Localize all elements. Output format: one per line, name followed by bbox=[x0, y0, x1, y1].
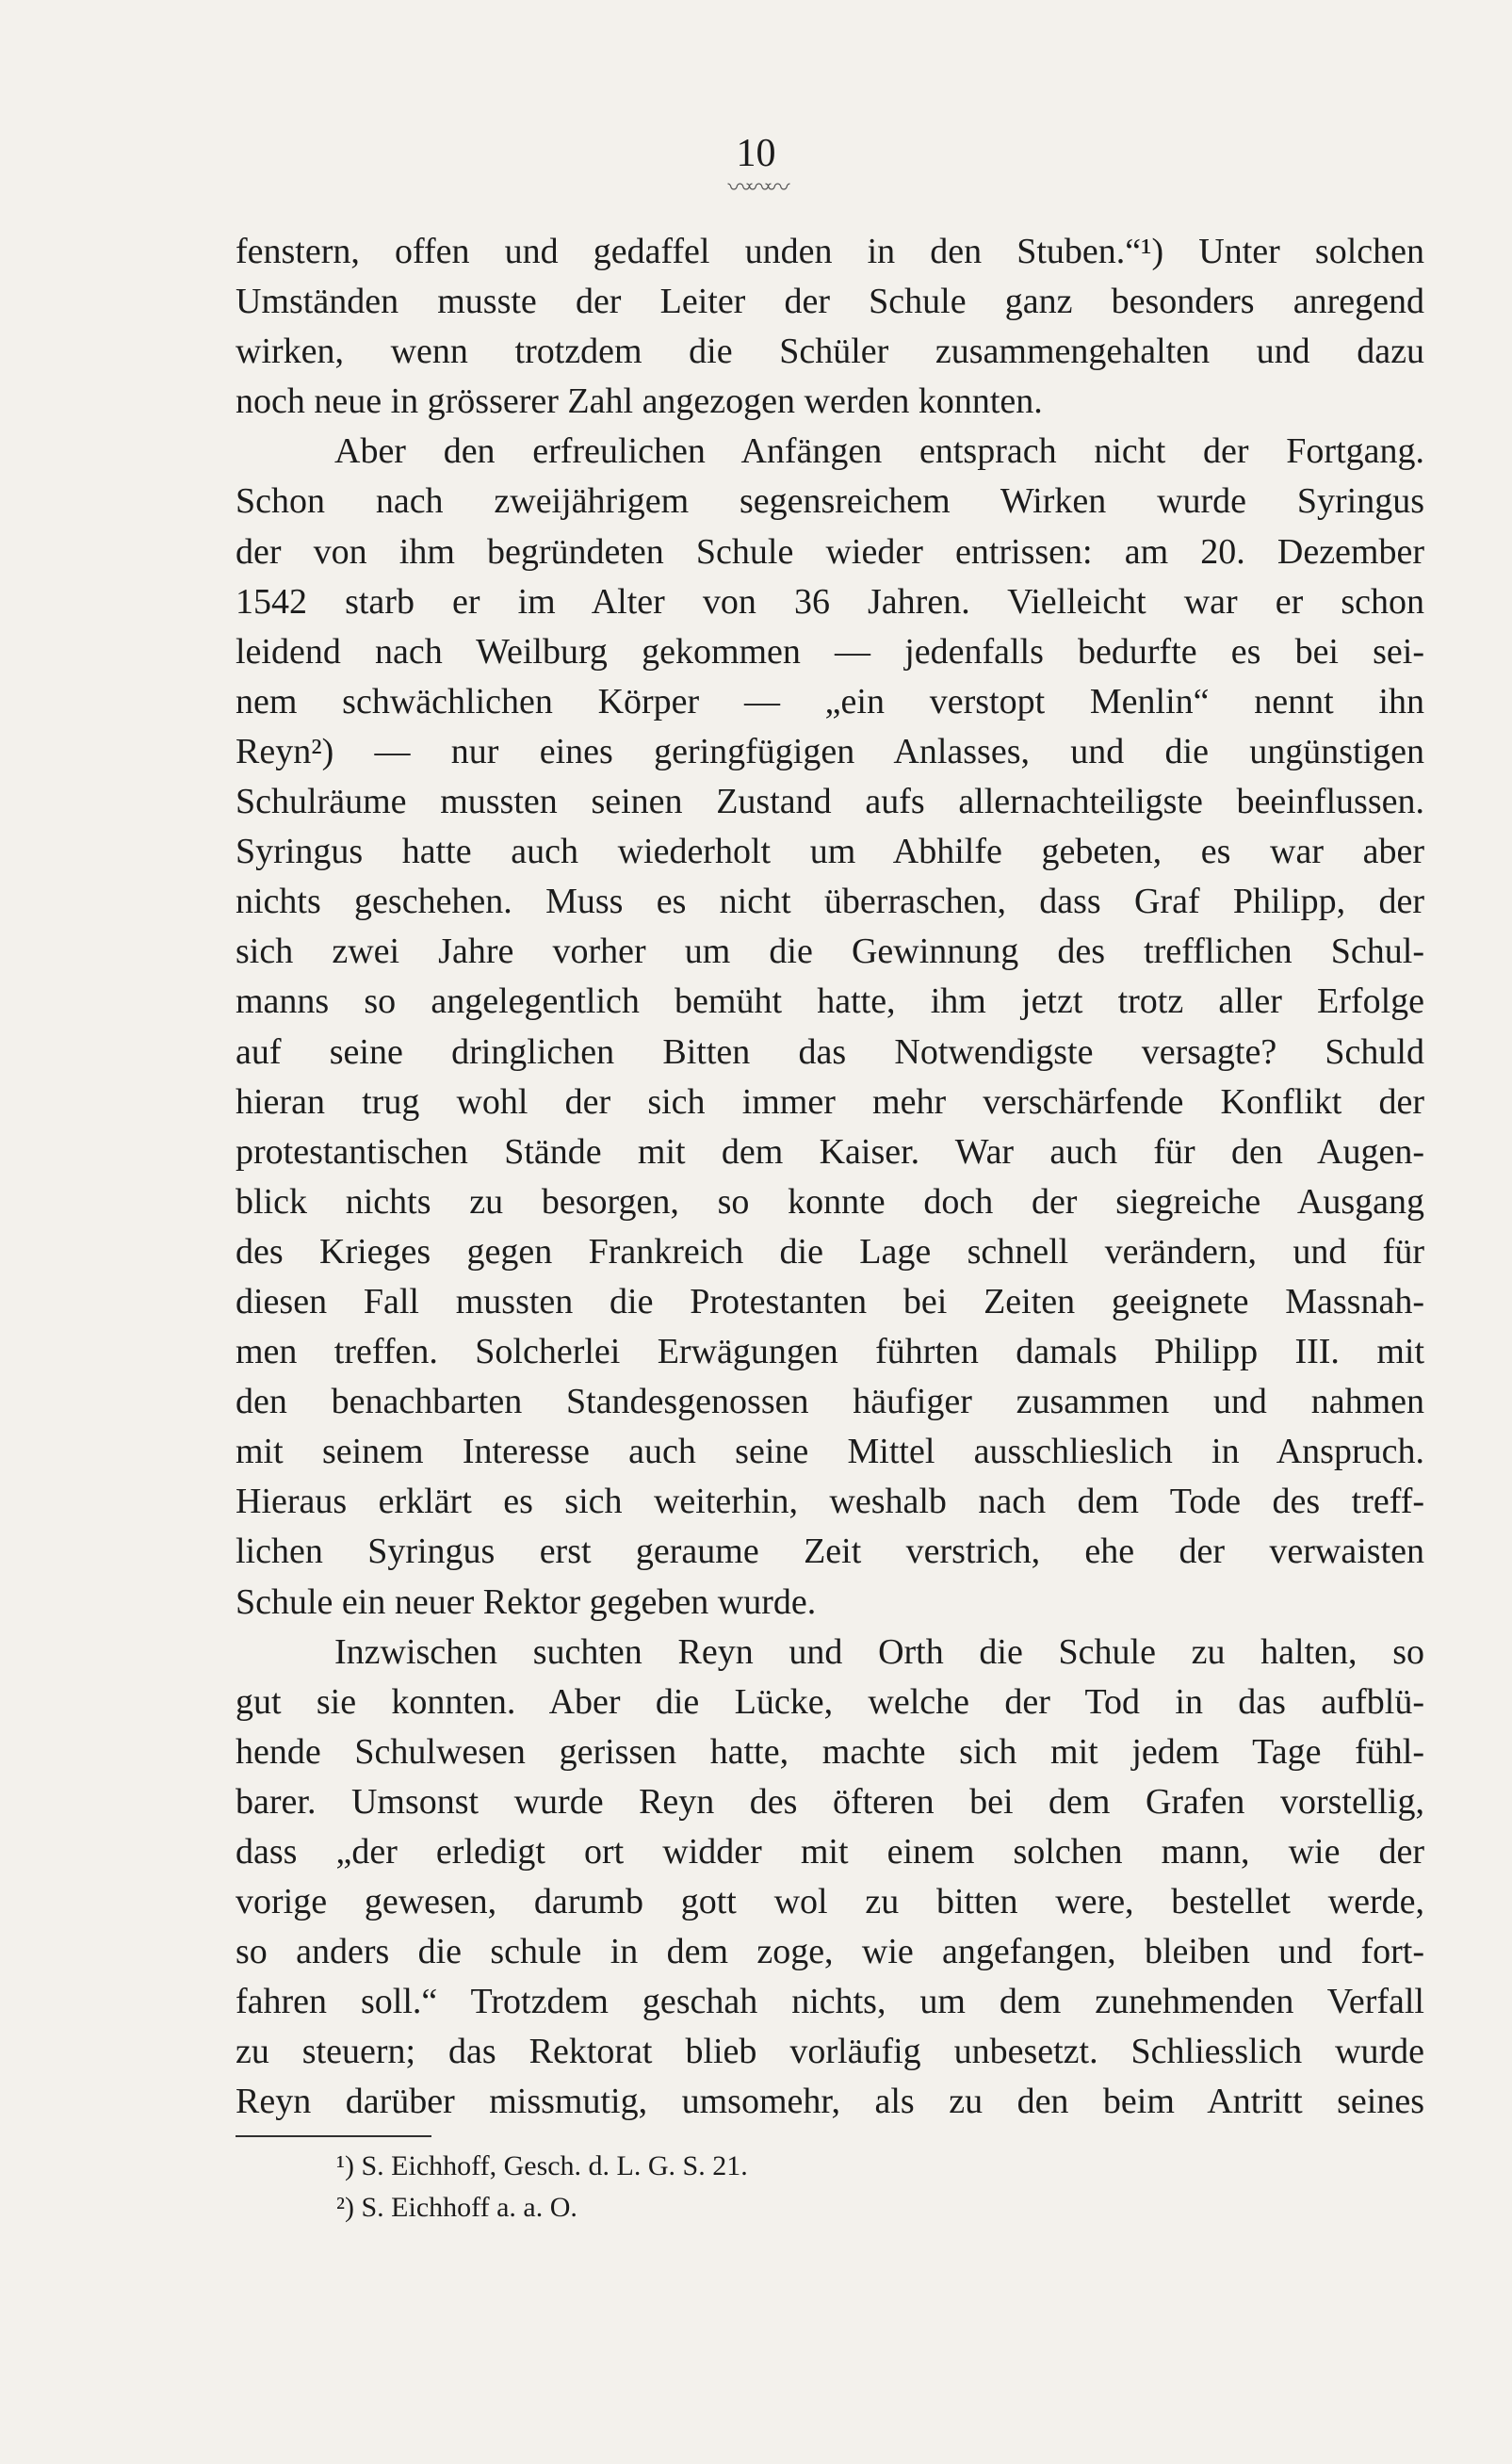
text-line: Schule ein neuer Rektor gegeben wurde. bbox=[236, 1581, 817, 1622]
text-line: 1542 starb er im Alter von 36 Jahren. Vielleicht war er schon bbox=[236, 581, 1424, 622]
text-line: Schon nach zweijährigem segensreichem Wirken wurde Syringus bbox=[236, 481, 1424, 522]
text-line: Reyn²) — nur eines geringfügigen Anlasses, und die ungünstigen bbox=[236, 731, 1424, 771]
text-line: Reyn darüber missmutig, umsomehr, als zu den beim Antritt seines bbox=[236, 2082, 1424, 2122]
text-line: wirken, wenn trotzdem die Schüler zusammengehalten und dazu bbox=[236, 332, 1424, 372]
text-line: mit seinem Interesse auch seine Mittel ausschlieslich in Anspruch. bbox=[236, 1432, 1424, 1472]
text-line: nichts geschehen. Muss es nicht überraschen, dass Graf Philipp, der bbox=[236, 882, 1424, 922]
text-line: lichen Syringus erst geraume Zeit verstrich, ehe der verwaisten bbox=[236, 1532, 1424, 1572]
footnote-1: ¹) S. Eichhoff, Gesch. d. L. G. S. 21. bbox=[336, 2150, 748, 2181]
text-line: Hieraus erklärt es sich weiterhin, weshalb nach dem Tode des treff- bbox=[236, 1482, 1424, 1522]
footnotes bbox=[336, 2146, 1184, 2229]
text-line: zu steuern; das Rektorat blieb vorläufig unbesetzt. Schliesslich wurde bbox=[236, 2032, 1424, 2072]
text-line: men treffen. Solcherlei Erwägungen führten damals Philipp III. mit bbox=[236, 1332, 1424, 1372]
text-line: auf seine dringlichen Bitten das Notwendigste versagte? Schuld bbox=[236, 1031, 1424, 1072]
footnote-divider bbox=[236, 2135, 431, 2137]
text-line: den benachbarten Standesgenossen häufiger zusammen und nahmen bbox=[236, 1382, 1424, 1422]
text-line: fenstern, offen und gedaffel unden in den Stuben.“¹) Unter solchen bbox=[236, 232, 1424, 271]
footnote-2: ²) S. Eichhoff a. a. O. bbox=[336, 2192, 577, 2223]
text-line: der von ihm begründeten Schule wieder entrissen: am 20. Dezember bbox=[236, 531, 1424, 572]
text-line: fahren soll.“ Trotzdem geschah nichts, um dem zunehmenden Verfall bbox=[236, 1982, 1424, 2022]
text-line: hieran trug wohl der sich immer mehr verschärfende Konflikt der bbox=[236, 1081, 1424, 1122]
text-line: protestantischen Stände mit dem Kaiser. War auch für den Augen- bbox=[236, 1131, 1424, 1172]
page-number: 10 bbox=[736, 132, 776, 175]
text-line: Inzwischen suchten Reyn und Orth die Schule zu halten, so bbox=[334, 1631, 1424, 1672]
page-number-ornament: 〰〰〰 bbox=[727, 174, 785, 203]
text-line: barer. Umsonst wurde Reyn des öfteren bei dem Grafen vorstellig, bbox=[236, 1781, 1424, 1822]
text-line: Syringus hatte auch wiederholt um Abhilfe gebeten, es war aber bbox=[236, 832, 1424, 872]
text-line: sich zwei Jahre vorher um die Gewinnung des trefflichen Schul- bbox=[236, 932, 1424, 972]
text-line: blick nichts zu besorgen, so konnte doch der siegreiche Ausgang bbox=[236, 1181, 1424, 1222]
text-line: diesen Fall mussten die Protestanten bei Zeiten geeignete Massnah- bbox=[236, 1281, 1424, 1321]
text-line: nem schwächlichen Körper — „ein verstopt Menlin“ nennt ihn bbox=[236, 681, 1424, 721]
text-line: manns so angelegentlich bemüht hatte, ihm jetzt trotz aller Erfolge bbox=[236, 981, 1424, 1022]
text-line: vorige gewesen, darumb gott wol zu bitten were, bestellet werde, bbox=[236, 1882, 1424, 1922]
text-line: so anders die schule in dem zoge, wie angefangen, bleiben und fort- bbox=[236, 1932, 1424, 1972]
text-line: Schulräume mussten seinen Zustand aufs allernachteiligste beeinflussen. bbox=[236, 782, 1424, 822]
text-line: Aber den erfreulichen Anfängen entsprach nicht der Fortgang. bbox=[334, 431, 1424, 472]
text-line: hende Schulwesen gerissen hatte, machte sich mit jedem Tage fühl- bbox=[236, 1731, 1424, 1772]
text-line: gut sie konnten. Aber die Lücke, welche der Tod in das aufblü- bbox=[236, 1681, 1424, 1722]
body-text bbox=[236, 227, 1424, 2128]
text-line: Umständen musste der Leiter der Schule ganz besonders anregend bbox=[236, 282, 1424, 322]
text-line: leidend nach Weilburg gekommen — jedenfalls bedurfte es bei sei- bbox=[236, 631, 1424, 672]
text-line: des Krieges gegen Frankreich die Lage schnell verändern, und für bbox=[236, 1231, 1424, 1272]
text-line: dass „der erledigt ort widder mit einem solchen mann, wie der bbox=[236, 1832, 1424, 1872]
text-line: noch neue in grösserer Zahl angezogen werden konnten. bbox=[236, 381, 1043, 422]
